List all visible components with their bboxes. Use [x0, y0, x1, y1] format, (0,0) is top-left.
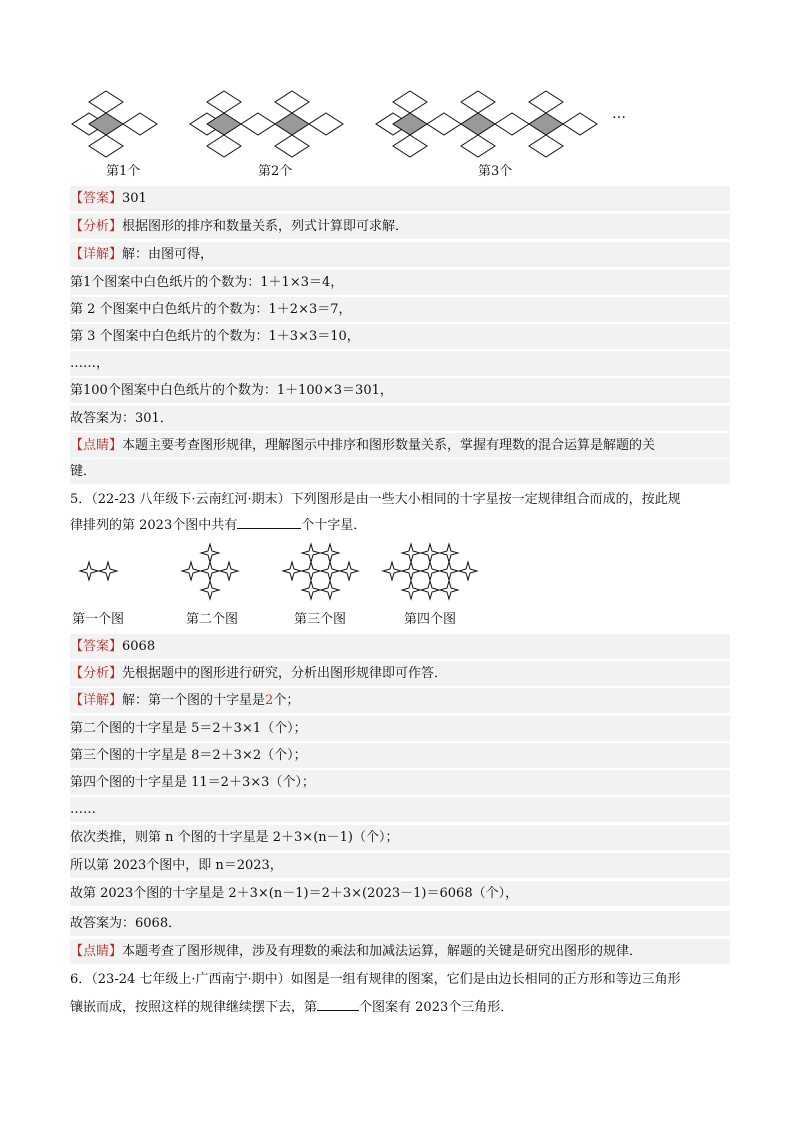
white-diamond: [275, 135, 309, 157]
white-diamond: [89, 91, 123, 113]
cross-star: [421, 544, 439, 562]
stem-text-end: 个图案有 2023个三角形．: [359, 1000, 514, 1015]
solution-line: ……，: [70, 351, 730, 376]
white-diamond: [563, 113, 597, 135]
answer-row: [70, 634, 730, 659]
detail-tag: 【详解】: [70, 693, 123, 708]
cross-star: [321, 581, 339, 599]
cross-star: [80, 562, 98, 580]
answer-blank[interactable]: [317, 998, 359, 1011]
cross-star: [440, 581, 458, 599]
question-5-stem-line-2: [70, 514, 730, 538]
cross-star: [402, 581, 420, 599]
white-diamond: [241, 113, 275, 135]
figure-caption-second: 第二个图: [186, 612, 239, 627]
solution-line: 第三个图的十字星是 8＝2＋3×2（个）；: [70, 743, 730, 768]
answer-value: 301: [122, 191, 147, 206]
cross-star: [283, 562, 301, 580]
solution-line: 第1个图案中白色纸片的个数为：1＋1×3＝4，: [70, 270, 730, 295]
white-diamond: [529, 91, 563, 113]
question-6-stem-line-1: 6．（23-24 七年级上·广西南宁·期中）如图是一组有规律的图案，它们是由边长相同的正方形和等边三角形: [70, 972, 681, 987]
solution-line: 第二个图的十字星是 5＝2＋3×1（个）；: [70, 716, 730, 741]
stem-text: 镶嵌而成，按照这样的规律继续摆下去，第: [70, 1000, 318, 1015]
white-diamond: [207, 135, 241, 157]
cross-star: [302, 544, 320, 562]
cross-star: [421, 581, 439, 599]
comment-row: [70, 433, 730, 458]
figure-caption-3: 第3个: [478, 164, 513, 179]
white-diamond: [123, 113, 157, 135]
white-diamond: [529, 135, 563, 157]
solution-line: 故答案为：6068．: [70, 911, 730, 936]
question-6-stem-line-2: [70, 996, 730, 1020]
solution-line: 故答案为：301．: [70, 406, 730, 431]
figure-caption-third: 第三个图: [294, 612, 347, 627]
detail-text: 解：由图可得，: [122, 247, 214, 262]
detail-number: 2: [265, 693, 274, 708]
white-diamond: [89, 135, 123, 157]
cross-star: [201, 562, 219, 580]
figure-caption-fourth: 第四个图: [404, 612, 457, 627]
gray-diamond: [461, 113, 495, 135]
diamond-pattern-figure: [0, 0, 794, 165]
gray-diamond: [275, 113, 309, 135]
cross-star: [402, 562, 420, 580]
analysis-text: 先根据题中的图形进行研究，分析出图形规律即可作答．: [122, 666, 448, 681]
detail-row: [70, 688, 730, 713]
solution-line: ……: [70, 797, 730, 822]
solution-line: 故第 2023个图的十字星是 2＋3×(n－1)＝2＋3×(2023－1)＝6068（个），: [70, 881, 730, 906]
comment-row: [70, 939, 730, 964]
analysis-tag: 【分析】: [70, 219, 123, 234]
cross-star: [302, 562, 320, 580]
white-diamond: [461, 135, 495, 157]
cross-star: [402, 544, 420, 562]
detail-tag: 【详解】: [70, 247, 123, 262]
cross-star: [459, 562, 477, 580]
solution-line: 第100个图案中白色纸片的个数为：1＋100×3＝301，: [70, 378, 730, 403]
answer-blank[interactable]: [237, 516, 301, 529]
detail-text-end: 个；: [273, 693, 300, 708]
cross-star: [421, 562, 439, 580]
figure-caption-1: 第1个: [106, 164, 141, 179]
figure-ellipsis: …: [612, 106, 626, 122]
white-diamond: [461, 91, 495, 113]
white-diamond: [393, 91, 427, 113]
cross-star: [440, 544, 458, 562]
white-diamond: [309, 113, 343, 135]
question-5-stem-line-1: 5．（22-23 八年级下·云南红河·期末）下列图形是由一些大小相同的十字星按一定规律组合而成的，按此规: [70, 492, 681, 507]
white-diamond: [207, 91, 241, 113]
cross-star: [321, 562, 339, 580]
answer-tag: 【答案】: [70, 639, 123, 654]
comment-text: 本题考查了图形规律，涉及有理数的乘法和加减法运算，解题的关键是研究出图形的规律．: [122, 944, 643, 959]
white-diamond: [393, 135, 427, 157]
white-diamond: [275, 91, 309, 113]
white-diamond: [427, 113, 461, 135]
cross-star-figure: [0, 540, 794, 610]
figure-caption-first: 第一个图: [72, 612, 125, 627]
answer-value: 6068: [122, 639, 156, 654]
comment-row-cont: 键．: [70, 459, 730, 484]
comment-tag: 【点睛】: [70, 944, 123, 959]
solution-line: 所以第 2023个图中，即 n＝2023，: [70, 853, 730, 878]
cross-star: [99, 562, 117, 580]
solution-line: 第四个图的十字星是 11＝2＋3×3（个）；: [70, 770, 730, 795]
figure-caption-2: 第2个: [258, 164, 293, 179]
white-diamond: [495, 113, 529, 135]
solution-line: 第 2 个图案中白色纸片的个数为：1＋2×3＝7，: [70, 297, 730, 322]
comment-tag: 【点睛】: [70, 438, 123, 453]
cross-star: [321, 544, 339, 562]
gray-diamond: [529, 113, 563, 135]
stem-text-end: 个十字星．: [301, 518, 367, 533]
cross-star: [302, 581, 320, 599]
answer-row: [70, 186, 730, 211]
cross-star: [220, 562, 238, 580]
cross-star: [383, 562, 401, 580]
cross-star: [440, 562, 458, 580]
cross-star: [340, 562, 358, 580]
analysis-row: [70, 214, 730, 239]
analysis-tag: 【分析】: [70, 666, 123, 681]
comment-text: 本题主要考查图形规律，理解图示中排序和图形数量关系，掌握有理数的混合运算是解题的关: [122, 438, 656, 453]
analysis-text: 根据图形的排序和数量关系，列式计算即可求解．: [122, 219, 409, 234]
stem-text: 律排列的第 2023个图中共有: [70, 518, 238, 533]
cross-star: [201, 581, 219, 599]
detail-row: [70, 242, 730, 267]
detail-text: 解：第一个图的十字星是: [122, 693, 266, 708]
answer-tag: 【答案】: [70, 191, 123, 206]
cross-star: [182, 562, 200, 580]
cross-star: [201, 544, 219, 562]
solution-line: 第 3 个图案中白色纸片的个数为：1＋3×3＝10，: [70, 324, 730, 349]
solution-line: 依次类推，则第 n 个图的十字星是 2＋3×(n－1)（个）；: [70, 825, 730, 850]
analysis-row: [70, 661, 730, 686]
